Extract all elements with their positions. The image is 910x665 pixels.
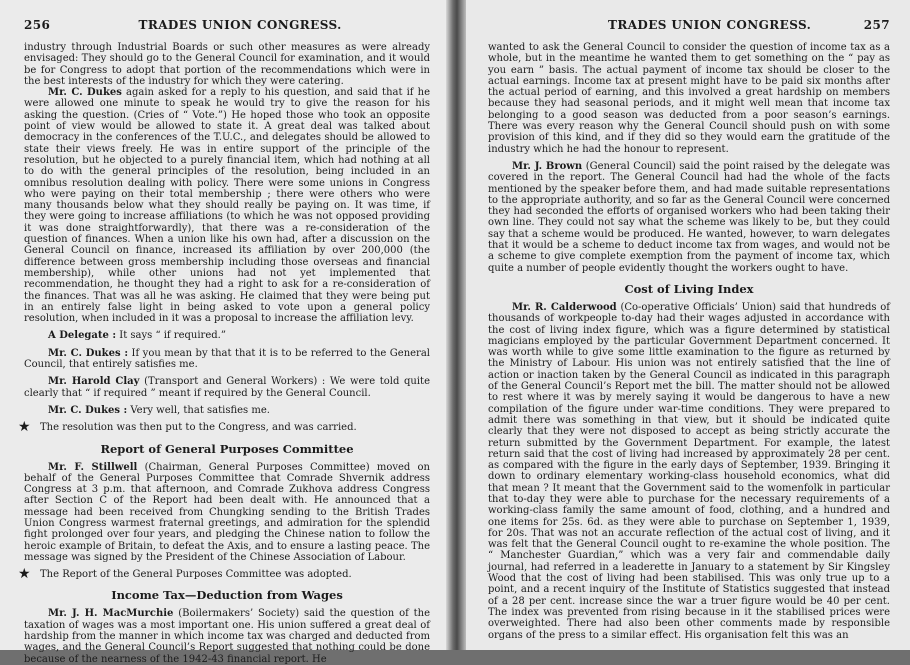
star-icon: ★	[18, 566, 31, 583]
speech-text: It says “ if required.”	[116, 330, 226, 342]
resolution-carried-text: The resolution was then put to the Congress, and was carried.	[40, 422, 357, 434]
resolution-carried-line	[18, 419, 430, 436]
book-gutter	[446, 0, 466, 650]
dukes-paragraph-3	[24, 405, 430, 416]
report-adopted-text: The Report of the General Purposes Committee was adopted.	[40, 569, 352, 581]
speech-text: If you mean by that that it is to be referred to the General Council, that entirely satisfies me.	[24, 347, 430, 371]
left-page-number: 256	[24, 18, 51, 32]
delegate-paragraph	[24, 330, 430, 341]
speaker-name: Mr. J. Brown	[512, 160, 583, 172]
brown-paragraph	[488, 161, 890, 274]
left-running-head	[24, 18, 430, 32]
left-running-title: TRADES UNION CONGRESS.	[138, 18, 342, 32]
dukes-paragraph-2	[24, 348, 430, 371]
speech-text: (Chairman, General Purposes Committee) moved on behalf of the General Purposes Committee that Comrade Shvernik address Congress at 3 p.m. that afternoon, and Comrade Zukhova address Congress after Section C of the Report had been dealt with. He announced that a message had been received from Chungking sending to the British Trades Union Congress warmest fraternal greetings, and admiration for the splendid fight prolonged over four years, and pledging the Chinese nation to follow the heroic example of Britain, to defeat the Axis, and to ensure a lasting peace. The message was signed by the President of the Chinese Association of Labour.	[24, 461, 430, 563]
heading-cost-of-living: Cost of Living Index	[624, 281, 754, 296]
speech-text: (General Council) said the point raised by the delegate was covered in the report. The General Council had had the whole of the facts mentioned by the speaker before them, and had made suitable representations to the appropriate authority, and so far as the General Council were concerned they had seconded the efforts of organised workers who had been taking their own line. They could not say what the scheme was likely to be, but they could say that a scheme would be produced. He wanted, however, to warn delegates that it would be a scheme to deduct income tax from wages, and would not be a scheme to give complete exemption from the payment of income tax, which quite a number of people evidently thought the workers ought to have.	[488, 160, 891, 274]
speech-text: (Transport and General Workers) : We were told quite clearly that “ if required ” meant if required by the General Council.	[24, 376, 430, 399]
speaker-name: Mr. J. H. MacMurchie	[48, 608, 174, 620]
speaker-name: Mr. C. Dukes	[48, 87, 122, 99]
right-running-title: TRADES UNION CONGRESS.	[608, 18, 812, 32]
speech-text: Very well, that satisfies me.	[127, 404, 270, 416]
speaker-name: Mr. C. Dukes :	[48, 404, 128, 416]
right-page	[466, 0, 910, 650]
right-intro-paragraph: wanted to ask the General Council to consider the question of income tax as a whole, but in the meantime he wanted them to get something on the “ pay as you earn ” basis. The actual payment of income tax should be closer to the actual earnings. Income tax at present might have to be paid six months after the actual period of earning, and this involved a great hardship on members because they had seasonal periods, and it might well mean that income tax belonging to a good season was deducted from a poor season’s earnings. There was every reason why the General Council should push on with some provision of this kind, and if they did so they would earn the gratitude of the industry which he had the honour to represent.	[488, 42, 890, 155]
speech-text: (Co-operative Officials’ Union) said that hundreds of thousands of workpeople to-day had their wages adjusted in accordance with the cost of living index figure, which was a figure determined by statistical magicians employed by the particular Government Department concerned. It was worth while to give some little examination to the figure as returned by the Ministry of Labour. His union was not entirely satisfied that the line of action or inaction taken by the General Council as indicated in this paragraph of the General Council’s Report met the bill. The matter should not be allowed to rest where it was by merely saying it would be dangerous to have a new compilation of the figure under war-time conditions. They were prepared to admit there was something in that view, but it should be indicated quite clearly that they were not disposed to accept as being strictly accurate the return submitted by the Government Department. For example, the latest return said that the cost of living had increased by approximately 28 per cent. as compared with the figure in the early days of September, 1939. Bringing it down to ordinary elementary working-class household economics, what did that mean ? It meant that the Government said to the womenfolk in particular that to-day they were able to purchase for the necessary requirements of a working-class family the same amount of food, clothing, and a hundred and one items for 25s. 6d. as they were able to purchase on September 1, 1939, for 20s. That was not an accurate reflection of the actual cost of living, and it was felt that the General Council ought to re-examine the whole position. The “ Manchester Guardian,” which was a very fair and commendable daily journal, had referred in a leaderette in January to a statement by Sir Kingsley Wood that the cost of living had been stabilised. This was only true up to a point, and a recent inquiry of the Institute of Statistics suggested that instead of a 28 per cent. increase since the war a truer figure would be 40 per cent. The index was prevented from rising because in it the stabilised prices were overweighted. There had also been other comments made by responsible organs of the press to a similar effect. His organisation felt this was an	[488, 301, 890, 641]
stillwell-paragraph	[24, 462, 430, 564]
speech-text: again asked for a reply to his question, and said that if he were allowed one minute to speak he would try to give the reason for his asking the question. (Cries of “ Vote.”) He hoped those who took an opposite point of view would be allowed to state it. A great deal was talked about democracy in the conferences of the T.U.C., and delegates should be allowed to state their views freely. He was in entire support of the principle of the resolution, but he objected to a purely financial item, which had nothing at all to do with the general principles of the resolution, being included in an omnibus resolution dealing with policy. There were some unions in Congress who were paying on their total membership ; there were others who were many thousands below what they should really be paying on. It was time, if they were going to increase affiliations (to which he was not opposed providing it was done straightforwardly), that there was a re-consideration of the question of finances. When a union like his own had, after a discussion on the General Council on finance, increased its affiliation by over 200,000 (the difference between gross membership including those overseas and financial membership), while other unions had not yet implemented that recommendation, he thought they had a right to ask for a re-consideration of the finances. That was all he was asking. He claimed that they were being put in an entirely false light in being asked to vote upon a general policy resolution, when included in it was a proposal to increase the affiliation levy.	[24, 87, 430, 325]
speaker-name: Mr. Harold Clay	[48, 376, 140, 388]
star-icon: ★	[18, 419, 31, 436]
right-running-head	[488, 18, 890, 32]
report-adopted-line	[18, 566, 430, 583]
right-page-number: 257	[863, 18, 890, 32]
macmurchie-paragraph	[24, 608, 430, 664]
heading-general-purposes-committee: Report of General Purposes Committee	[100, 441, 354, 456]
clay-paragraph	[24, 376, 430, 399]
speaker-name: Mr. C. Dukes :	[48, 347, 129, 359]
speech-text: (Boilermakers’ Society) said the question of the taxation of wages was a most important one. His union suffered a great deal of hardship from the manner in which income tax was charged and deducted from wages, and the General Council’s Report suggested that nothing could be done because of the nearness of the 1942-43 financial report. He	[24, 608, 431, 665]
speaker-name: Mr. R. Calderwood	[512, 301, 617, 313]
dukes-paragraph-1	[24, 87, 430, 324]
heading-income-tax: Income Tax—Deduction from Wages	[111, 588, 343, 603]
speaker-name: Mr. F. Stillwell	[48, 461, 138, 473]
calderwood-paragraph	[488, 302, 890, 641]
speaker-name: A Delegate :	[48, 330, 117, 342]
left-intro-paragraph: industry through Industrial Boards or such other measures as were already envisaged: They should go to the General Council for examination, and it would be for Congress to adopt that portion of the recommendations which were in the best interests of the industry for which they were catering.	[24, 42, 430, 87]
left-page	[0, 0, 446, 665]
